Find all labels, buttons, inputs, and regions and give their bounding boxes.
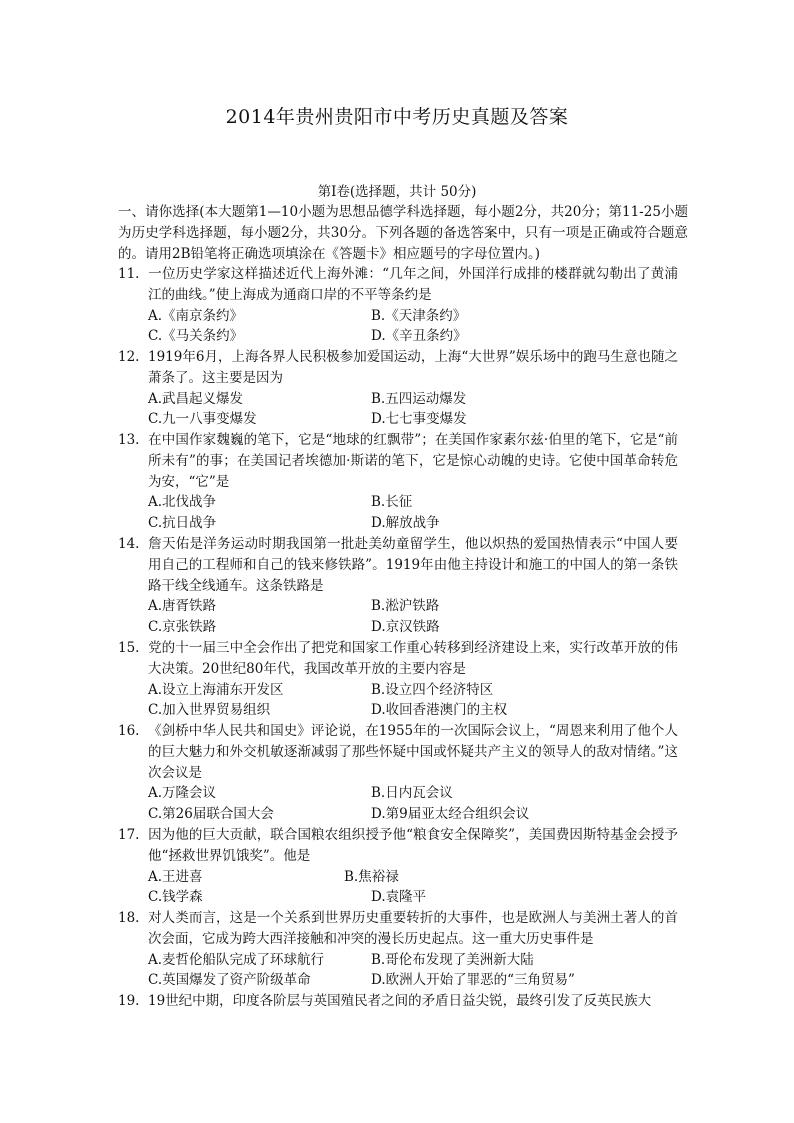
option-c: C.英国爆发了资产阶级革命 — [148, 972, 311, 989]
question-stem: 1919年6月，上海各界人民积极参加爱国运动，上海“大世界”娱乐场中的跑马生意也随之萧条了。这主要是因为 — [148, 349, 678, 386]
question-number: 16. — [118, 723, 140, 739]
option-c: C.《马关条约》 — [148, 328, 244, 345]
option-a: A.北伐战争 — [148, 494, 217, 511]
option-b: B.哥伦布发现了美洲新大陆 — [371, 951, 534, 968]
option-c: C.京张铁路 — [148, 619, 217, 636]
question-stem: 在中国作家魏巍的笔下，它是“地球的红飘带”；在美国作家素尔兹·伯里的笔下，它是“前所未有”的事；在美国记者埃德加·斯诺的笔下，它是惊心动魄的史诗。它使中国革命转危为安，“它”是 — [148, 432, 678, 490]
option-d: D.收回香港澳门的主权 — [371, 702, 508, 719]
question-13 — [118, 430, 678, 534]
question-number: 13. — [118, 432, 140, 448]
option-d: D.第9届亚太经合组织会议 — [371, 806, 530, 823]
option-b: B.日内瓦会议 — [371, 785, 453, 802]
question-12 — [118, 347, 678, 430]
question-stem: 詹天佑是洋务运动时期我国第一批赴美幼童留学生，他以炽热的爱国热情表示“中国人要用自己的工程师和自己的钱来修铁路”。1919年由他主持设计和施工的中国人的第一条铁路干线全线通车。这条铁路是 — [148, 536, 678, 594]
question-stem: 19世纪中期，印度各阶层与英国殖民者之间的矛盾日益尖锐，最终引发了反英民族大 — [148, 993, 652, 1009]
option-d: D.七七事变爆发 — [371, 411, 467, 428]
option-b: B.焦裕禄 — [344, 868, 399, 885]
section-header: 第Ⅰ卷(选择题，共计 50分) — [317, 184, 477, 200]
option-b: B.五四运动爆发 — [371, 390, 467, 407]
option-d: D.解放战争 — [371, 515, 440, 532]
question-14 — [118, 534, 678, 638]
option-b: B.长征 — [371, 494, 413, 511]
instructions-paragraph: 一、请你选择(本大题第1—10小题为思想品德学科选择题，每小题2分，共20分；第11-25小题为历史学科选择题，每小题2分，共30分。下列各题的备选答案中，只有一项是正确或符合题意的。请用2B铅笔将正确选项填涂在《答题卡》相应题号的字母位置内。) — [118, 204, 688, 262]
option-b: B.《天津条约》 — [371, 307, 467, 324]
page-title: 2014年贵州贵阳市中考历史真题及答案 — [225, 106, 569, 128]
option-b: B.淞沪铁路 — [371, 598, 440, 615]
question-number: 14. — [118, 536, 140, 552]
option-c: C.钱学森 — [148, 889, 203, 906]
option-a: A.麦哲伦船队完成了环球航行 — [148, 951, 325, 968]
option-a: A.唐胥铁路 — [148, 598, 217, 615]
question-19 — [118, 991, 678, 1012]
option-c: C.加入世界贸易组织 — [148, 702, 271, 719]
option-b: B.设立四个经济特区 — [371, 681, 494, 698]
option-d: D.《辛丑条约》 — [371, 328, 467, 345]
question-number: 11. — [118, 266, 140, 282]
question-stem: 对人类而言，这是一个关系到世界历史重要转折的大事件，也是欧洲人与美洲土著人的首次会面，它成为跨大西洋接触和冲突的漫长历史起点。这一重大历史事件是 — [148, 910, 678, 947]
question-stem: 一位历史学家这样描述近代上海外滩：“几年之间，外国洋行成排的楼群就勾勒出了黄浦江的曲线。”使上海成为通商口岸的不平等条约是 — [148, 266, 678, 303]
question-11 — [118, 264, 678, 347]
option-a: A.武昌起义爆发 — [148, 390, 244, 407]
option-c: C.第26届联合国大会 — [148, 806, 274, 823]
option-a: A.《南京条约》 — [148, 307, 244, 324]
option-a: A.王进喜 — [148, 868, 203, 885]
question-stem: 党的十一届三中全会作出了把党和国家工作重心转移到经济建设上来，实行改革开放的伟大决策。20世纪80年代，我国改革开放的主要内容是 — [148, 640, 678, 677]
question-stem: 《剑桥中华人民共和国史》评论说，在1955年的一次国际会议上，“周恩来利用了他个人的巨大魅力和外交机敏逐渐减弱了那些怀疑中国或怀疑共产主义的领导人的敌对情绪。”这次会议是 — [148, 723, 678, 781]
question-number: 15. — [118, 640, 140, 656]
question-16 — [118, 721, 678, 825]
option-d: D.京汉铁路 — [371, 619, 440, 636]
option-a: A.设立上海浦东开发区 — [148, 681, 284, 698]
question-18 — [118, 908, 678, 991]
question-17 — [118, 825, 678, 908]
option-c: C.九一八事变爆发 — [148, 411, 257, 428]
question-number: 19. — [118, 993, 140, 1009]
question-number: 18. — [118, 910, 140, 926]
question-number: 12. — [118, 349, 140, 365]
option-a: A.万隆会议 — [148, 785, 217, 802]
question-number: 17. — [118, 827, 140, 843]
option-d: D.袁隆平 — [371, 889, 427, 906]
question-stem: 因为他的巨大贡献，联合国粮农组织授予他“粮食安全保障奖”，美国费因斯特基金会授予他“拯救世界饥饿奖”。他是 — [148, 827, 678, 864]
question-15 — [118, 638, 678, 721]
option-d: D.欧洲人开始了罪恶的“三角贸易” — [371, 972, 575, 989]
option-c: C.抗日战争 — [148, 515, 217, 532]
